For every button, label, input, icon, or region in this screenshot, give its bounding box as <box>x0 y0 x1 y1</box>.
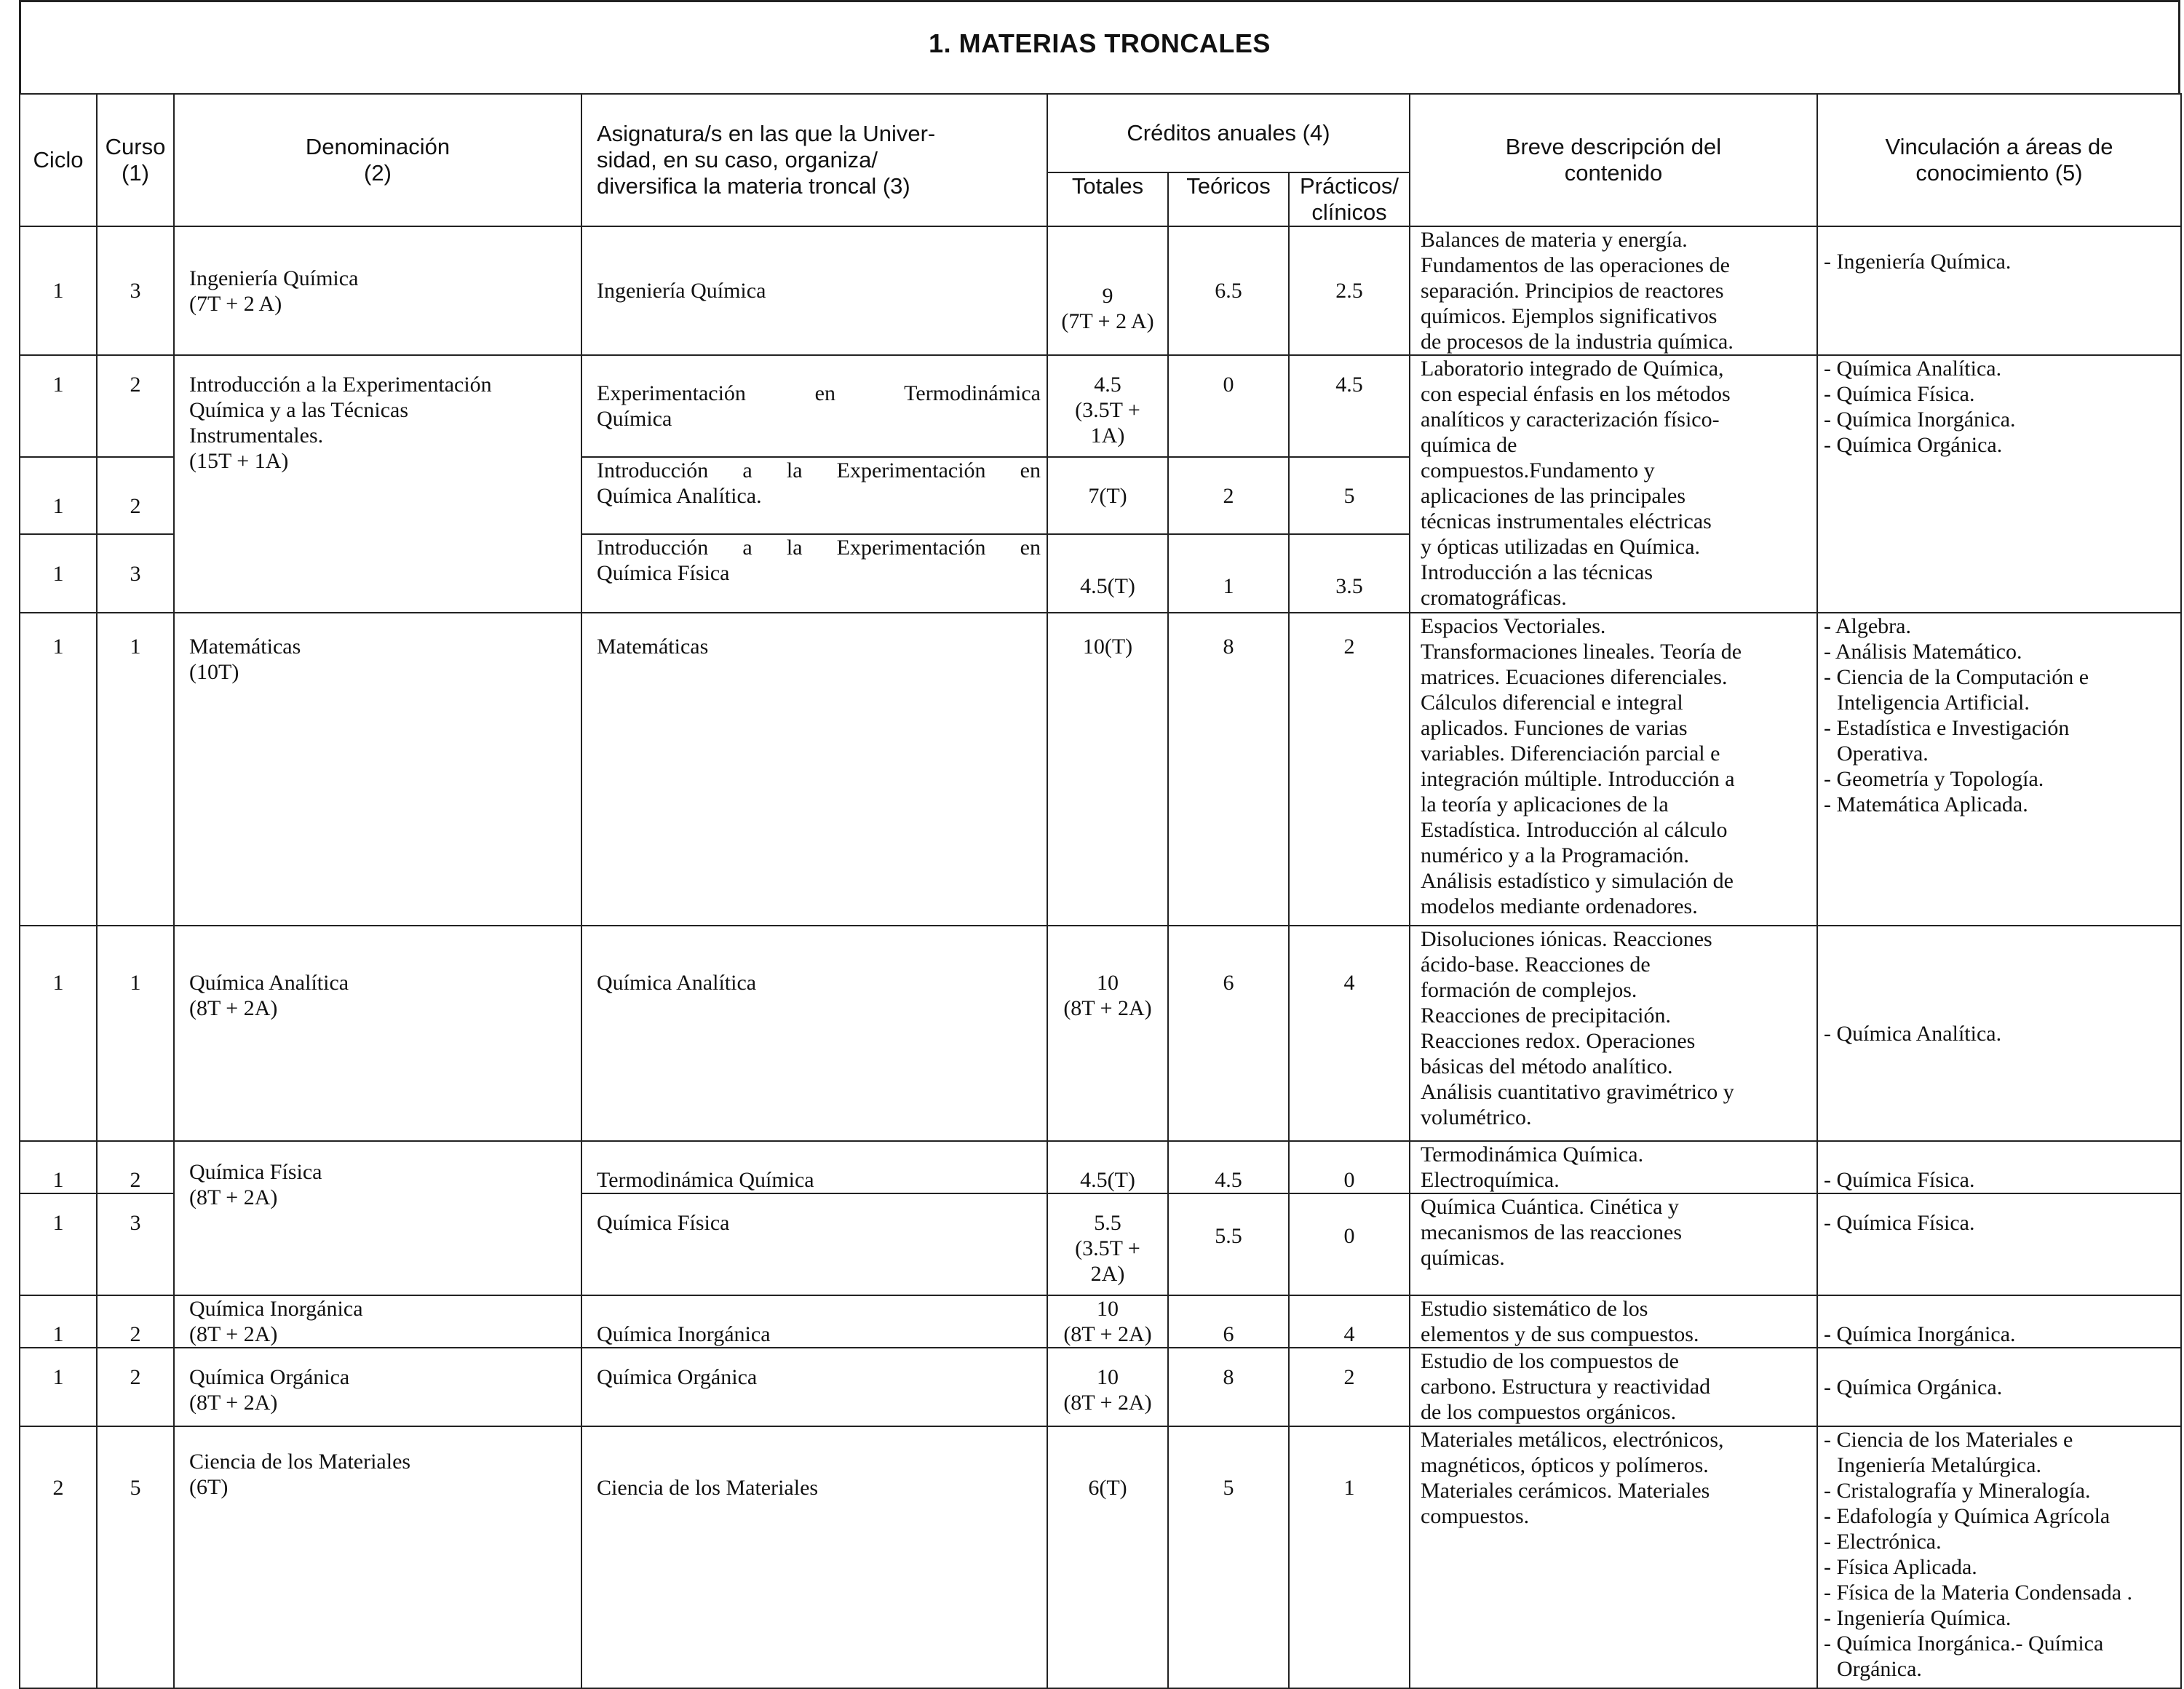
denominacion-cell: Química Analítica (8T + 2A) <box>174 926 581 1141</box>
asignatura-cell: Ingeniería Química <box>581 226 1047 355</box>
header-vinculacion: Vinculación a áreas de conocimiento (5) <box>1817 94 2181 226</box>
asignatura-cell: Introducción a la Experimentación en Química Analítica. <box>581 457 1047 534</box>
table-row <box>20 1348 2181 1426</box>
totales-cell: 10(T) <box>1047 613 1168 926</box>
teoricos-cell: 6.5 <box>1168 226 1289 355</box>
denominacion-cell: Química Orgánica (8T + 2A) <box>174 1348 581 1426</box>
curso-cell: 3 <box>97 1193 174 1295</box>
asignatura-cell: Experimentación en Termodinámica Química <box>581 355 1047 457</box>
asignatura-cell: Matemáticas <box>581 613 1047 926</box>
practicos-cell: 0 <box>1289 1141 1410 1193</box>
asignatura-cell: Termodinámica Química <box>581 1141 1047 1193</box>
asignatura-cell: Química Analítica <box>581 926 1047 1141</box>
practicos-cell: 2 <box>1289 613 1410 926</box>
descripcion-cell: Laboratorio integrado de Química, con especial énfasis en los métodos analíticos y caracterización físico- química de compuestos.Fundamento y aplicaciones de las principales técnicas instrumentales eléctricas y ópticas utilizadas en Química. Introducción a las técnicas cromatográficas. <box>1410 355 1817 613</box>
practicos-cell: 4.5 <box>1289 355 1410 457</box>
teoricos-cell: 8 <box>1168 1348 1289 1426</box>
curso-cell: 3 <box>97 226 174 355</box>
header-asignatura: Asignatura/s en las que la Univer- sidad, en su caso, organiza/ diversifica la materia troncal (3) <box>581 94 1047 226</box>
vinculacion-cell: - Ciencia de los Materiales e Ingeniería Metalúrgica. - Cristalografía y Mineralogía. - Edafología y Química Agrícola - Electrónica. - Física Aplicada. - Física de la Materia Condensada . - Ingeniería Química. - Química Inorgánica.- Química Orgánica. <box>1817 1426 2181 1688</box>
totales-cell: 5.5 (3.5T + 2A) <box>1047 1193 1168 1295</box>
descripcion-cell: Estudio sistemático de los elementos y de sus compuestos. <box>1410 1295 1817 1348</box>
totales-cell: 7(T) <box>1047 457 1168 534</box>
denominacion-cell: Ciencia de los Materiales (6T) <box>174 1426 581 1688</box>
descripcion-cell: Disoluciones iónicas. Reacciones ácido-base. Reacciones de formación de complejos. Reacciones de precipitación. Reacciones redox. Operaciones básicas del método analítico. Análisis cuantitativo gravimétrico y volumétrico. <box>1410 926 1817 1141</box>
header-breve-descripcion: Breve descripción del contenido <box>1410 94 1817 226</box>
descripcion-cell: Química Cuántica. Cinética y mecanismos de las reacciones químicas. <box>1410 1193 1817 1295</box>
vinculacion-cell: - Química Analítica. <box>1817 926 2181 1141</box>
descripcion-cell: Espacios Vectoriales. Transformaciones lineales. Teoría de matrices. Ecuaciones diferenciales. Cálculos diferencial e integral aplicados. Funciones de varias variables. Diferenciación parcial e integración múltiple. Introducción a la teoría y aplicaciones de la Estadística. Introducción al cálculo numérico y a la Programación. Análisis estadístico y simulación de modelos mediante ordenadores. <box>1410 613 1817 926</box>
denominacion-cell: Ingeniería Química (7T + 2 A) <box>174 226 581 355</box>
table-row <box>20 1295 2181 1348</box>
ciclo-cell: 1 <box>20 613 97 926</box>
header-practicos: Prácticos/ clínicos <box>1289 172 1410 226</box>
curso-cell: 2 <box>97 355 174 457</box>
table-row <box>20 226 2181 355</box>
asignatura-cell: Química Orgánica <box>581 1348 1047 1426</box>
header-curso: Curso (1) <box>97 94 174 226</box>
vinculacion-cell: - Ingeniería Química. <box>1817 226 2181 355</box>
header-ciclo: Ciclo <box>20 94 97 226</box>
practicos-cell: 5 <box>1289 457 1410 534</box>
teoricos-cell: 4.5 <box>1168 1141 1289 1193</box>
totales-cell: 4.5(T) <box>1047 1141 1168 1193</box>
curso-cell: 2 <box>97 457 174 534</box>
ciclo-cell: 1 <box>20 534 97 613</box>
descripcion-cell: Materiales metálicos, electrónicos, magnéticos, ópticos y polímeros. Materiales cerámicos. Materiales compuestos. <box>1410 1426 1817 1688</box>
asignatura-cell: Introducción a la Experimentación en Química Física <box>581 534 1047 613</box>
table-row <box>20 1426 2181 1688</box>
teoricos-cell: 6 <box>1168 926 1289 1141</box>
header-totales: Totales <box>1047 172 1168 226</box>
header-creditos: Créditos anuales (4) <box>1047 94 1410 172</box>
curso-cell: 2 <box>97 1141 174 1193</box>
practicos-cell: 0 <box>1289 1193 1410 1295</box>
ciclo-cell: 1 <box>20 355 97 457</box>
curso-cell: 2 <box>97 1348 174 1426</box>
practicos-cell: 3.5 <box>1289 534 1410 613</box>
title-box <box>19 0 2180 93</box>
practicos-cell: 2 <box>1289 1348 1410 1426</box>
table-row <box>20 926 2181 1141</box>
denominacion-cell: Química Inorgánica (8T + 2A) <box>174 1295 581 1348</box>
totales-cell: 9 (7T + 2 A) <box>1047 226 1168 355</box>
ciclo-cell: 1 <box>20 1193 97 1295</box>
totales-cell: 10 (8T + 2A) <box>1047 926 1168 1141</box>
descripcion-cell: Termodinámica Química. Electroquímica. <box>1410 1141 1817 1193</box>
teoricos-cell: 1 <box>1168 534 1289 613</box>
totales-cell: 6(T) <box>1047 1426 1168 1688</box>
totales-cell: 4.5 (3.5T + 1A) <box>1047 355 1168 457</box>
vinculacion-cell: - Química Inorgánica. <box>1817 1295 2181 1348</box>
asignatura-cell: Ciencia de los Materiales <box>581 1426 1047 1688</box>
ciclo-cell: 1 <box>20 457 97 534</box>
table-row <box>20 613 2181 926</box>
table-row <box>20 355 2181 457</box>
denominacion-cell: Matemáticas (10T) <box>174 613 581 926</box>
ciclo-cell: 1 <box>20 1295 97 1348</box>
totales-cell: 10 (8T + 2A) <box>1047 1295 1168 1348</box>
asignatura-cell: Química Física <box>581 1193 1047 1295</box>
vinculacion-cell: - Química Orgánica. <box>1817 1348 2181 1426</box>
teoricos-cell: 5.5 <box>1168 1193 1289 1295</box>
curso-cell: 1 <box>97 613 174 926</box>
ciclo-cell: 1 <box>20 1348 97 1426</box>
curso-cell: 1 <box>97 926 174 1141</box>
denominacion-cell: Química Física (8T + 2A) <box>174 1141 581 1295</box>
totales-cell: 4.5(T) <box>1047 534 1168 613</box>
practicos-cell: 4 <box>1289 1295 1410 1348</box>
vinculacion-cell: - Química Física. <box>1817 1141 2181 1193</box>
document-title: 1. MATERIAS TRONCALES <box>929 28 1271 58</box>
descripcion-cell: Estudio de los compuestos de carbono. Estructura y reactividad de los compuestos orgánicos. <box>1410 1348 1817 1426</box>
asignatura-cell: Química Inorgánica <box>581 1295 1047 1348</box>
curso-cell: 5 <box>97 1426 174 1688</box>
document-page <box>19 0 2180 1686</box>
ciclo-cell: 1 <box>20 226 97 355</box>
descripcion-cell: Balances de materia y energía. Fundamentos de las operaciones de separación. Principios de reactores químicos. Ejemplos significativos de procesos de la industria química. <box>1410 226 1817 355</box>
header-teoricos: Teóricos <box>1168 172 1289 226</box>
practicos-cell: 1 <box>1289 1426 1410 1688</box>
teoricos-cell: 5 <box>1168 1426 1289 1688</box>
practicos-cell: 2.5 <box>1289 226 1410 355</box>
curso-cell: 3 <box>97 534 174 613</box>
teoricos-cell: 6 <box>1168 1295 1289 1348</box>
ciclo-cell: 1 <box>20 926 97 1141</box>
vinculacion-cell: - Química Física. <box>1817 1193 2181 1295</box>
materias-troncales-table <box>19 93 2182 1689</box>
table-row <box>20 1141 2181 1193</box>
ciclo-cell: 1 <box>20 1141 97 1193</box>
teoricos-cell: 8 <box>1168 613 1289 926</box>
curso-cell: 2 <box>97 1295 174 1348</box>
ciclo-cell: 2 <box>20 1426 97 1688</box>
practicos-cell: 4 <box>1289 926 1410 1141</box>
teoricos-cell: 0 <box>1168 355 1289 457</box>
vinculacion-cell: - Química Analítica. - Química Física. - Química Inorgánica. - Química Orgánica. <box>1817 355 2181 613</box>
header-denominacion: Denominación (2) <box>174 94 581 226</box>
totales-cell: 10 (8T + 2A) <box>1047 1348 1168 1426</box>
vinculacion-cell: - Algebra. - Análisis Matemático. - Ciencia de la Computación e Inteligencia Artificial. - Estadística e Investigación Operativa. - Geometría y Topología. - Matemática Aplicada. <box>1817 613 2181 926</box>
teoricos-cell: 2 <box>1168 457 1289 534</box>
denominacion-cell: Introducción a la Experimentación Química y a las Técnicas Instrumentales. (15T + 1A) <box>174 355 581 613</box>
